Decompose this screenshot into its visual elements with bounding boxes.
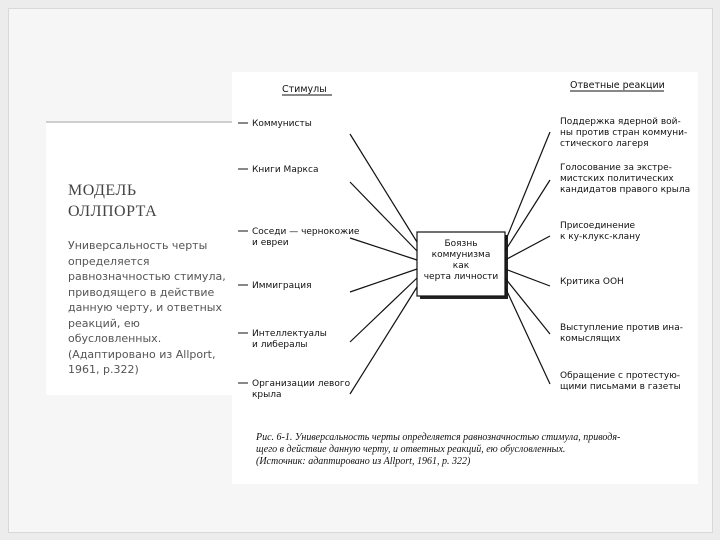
stimulus-connector (350, 134, 417, 242)
stimulus-label: Организации левого крыла (252, 379, 351, 400)
stimulus-connector (350, 269, 417, 292)
stimulus-label: Коммунисты (252, 119, 312, 129)
response-connector (505, 180, 550, 251)
source-note: (Адаптировано из Allport, 1961, p.322) (68, 347, 216, 376)
stimulus-label: Интеллектуалы и либералы (252, 329, 327, 350)
header-stimuli: Стимулы (282, 84, 327, 95)
header-responses: Ответные реакции (570, 80, 665, 91)
stimulus-label: Книги Маркса (252, 165, 319, 175)
center-label: Боязнь коммунизма как черта личности (423, 239, 499, 282)
stimulus-connector (350, 182, 417, 251)
stimulus-label: Иммиграция (252, 281, 312, 291)
stimulus-connector (350, 287, 417, 394)
response-label: Выступление против ина-комыслящих (560, 323, 683, 344)
response-connector (505, 269, 550, 286)
allport-diagram (232, 72, 698, 484)
title-line-1: МОДЕЛЬ (68, 182, 137, 199)
stimulus-connector (350, 278, 417, 342)
response-label: Обращение с протестую-щими письмами в газеты (560, 371, 681, 392)
body-paragraph: Универсальность черты определяется равнозначностью стимула, приводящего в действие данную черту, и ответных реакций, ею обусловленных. (68, 239, 226, 345)
slide-body (68, 238, 236, 378)
response-connector (505, 132, 550, 242)
stimulus-label: Соседи — чернокожие и евреи (252, 227, 360, 248)
figure-caption: Рис. 6-1. Универсальность черты определяется равнозначностью стимула, приводя-щего в действие данную черту, и ответных реакций, ею обусловленных. (Источник: адаптировано из Allport, 1961, p. 322) (256, 432, 621, 467)
slide-title (68, 180, 228, 222)
response-connector (505, 278, 550, 334)
response-label: Поддержка ядерной вой-ны против стран коммуни-стического лагеря (560, 117, 688, 149)
response-connector (505, 287, 550, 384)
diagram-canvas (232, 72, 698, 484)
response-label: Критика ООН (560, 277, 624, 287)
title-line-2: ОЛЛПОРТА (68, 203, 158, 220)
response-label: Присоединение к ку-клукс-клану (560, 221, 641, 242)
response-label: Голосование за экстре-мистских политических кандидатов правого крыла (560, 163, 691, 195)
